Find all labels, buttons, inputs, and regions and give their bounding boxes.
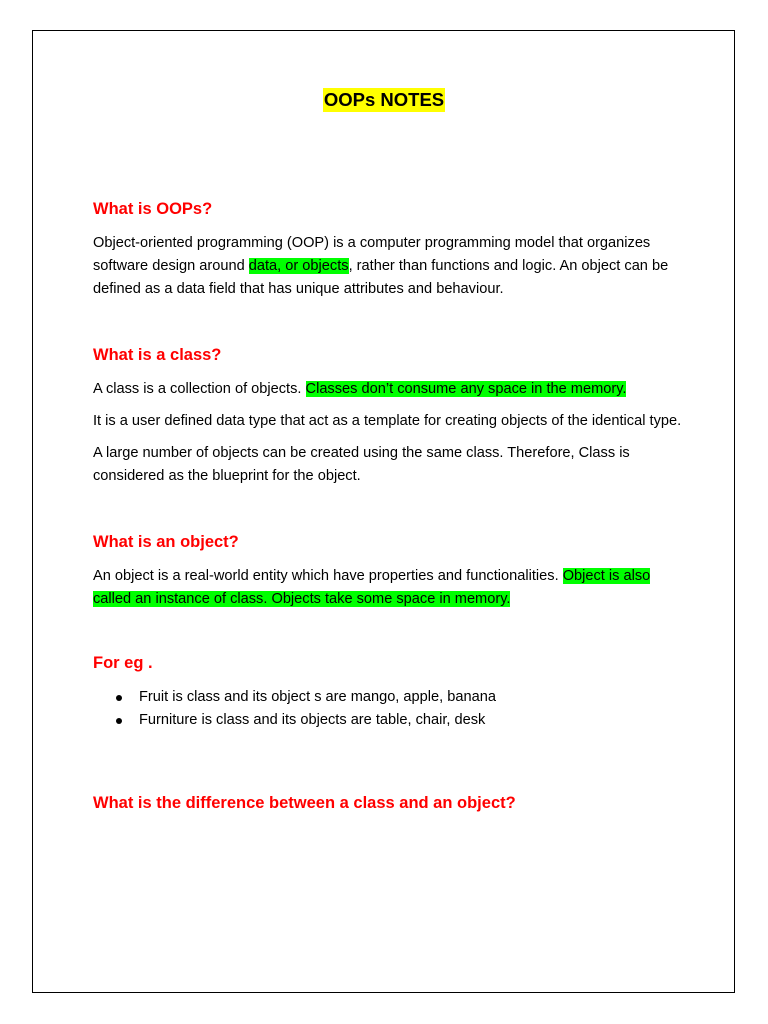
heading-what-is-an-object: What is an object? xyxy=(93,533,239,551)
list-item xyxy=(93,686,693,709)
heading-what-is-oops: What is OOPs? xyxy=(93,200,213,218)
list-item xyxy=(93,709,693,732)
class-highlight: Classes don’t consume any space in the memory. xyxy=(305,381,627,397)
object-text-before: An object is a real-world entity which have properties and functionalities. xyxy=(93,568,563,584)
oops-text-before: Object-oriented programming (OOP) is a computer programming model that organizes software design around xyxy=(93,235,651,274)
document-content xyxy=(93,88,693,826)
spacer xyxy=(93,310,693,344)
spacer xyxy=(93,620,693,652)
bullet-icon xyxy=(116,718,122,724)
spacer xyxy=(93,497,693,531)
bullet-text: Furniture is class and its objects are table, chair, desk xyxy=(139,712,486,728)
spacer xyxy=(93,732,693,792)
class-paragraph-3: A large number of objects can be created using the same class. Therefore, Class is considered as the blueprint for the object. xyxy=(93,445,630,484)
class-paragraph-1 xyxy=(93,378,683,401)
document-title: OOPs NOTES xyxy=(323,89,445,110)
heading-what-is-a-class: What is a class? xyxy=(93,346,222,364)
example-bullet-list xyxy=(93,686,693,732)
title-wrap xyxy=(93,88,675,112)
heading-difference-class-object: What is the difference between a class and an object? xyxy=(93,794,516,812)
oops-definition-paragraph xyxy=(93,232,683,301)
bullet-text: Fruit is class and its object s are mango, apple, banana xyxy=(139,689,496,705)
oops-highlight: data, or objects xyxy=(248,258,349,274)
heading-for-eg: For eg . xyxy=(93,654,153,672)
oops-text-after: , rather than functions and logic. An object can be defined as a data field that has unique attributes and behaviour. xyxy=(93,258,669,297)
class-paragraph-2: It is a user defined data type that act as a template for creating objects of the identical type. xyxy=(93,413,682,429)
object-highlight: Object is also called an instance of class. Objects take some space in memory. xyxy=(93,568,651,607)
object-paragraph xyxy=(93,565,683,611)
bullet-icon xyxy=(116,695,122,701)
class-text-before: A class is a collection of objects. xyxy=(93,381,306,397)
